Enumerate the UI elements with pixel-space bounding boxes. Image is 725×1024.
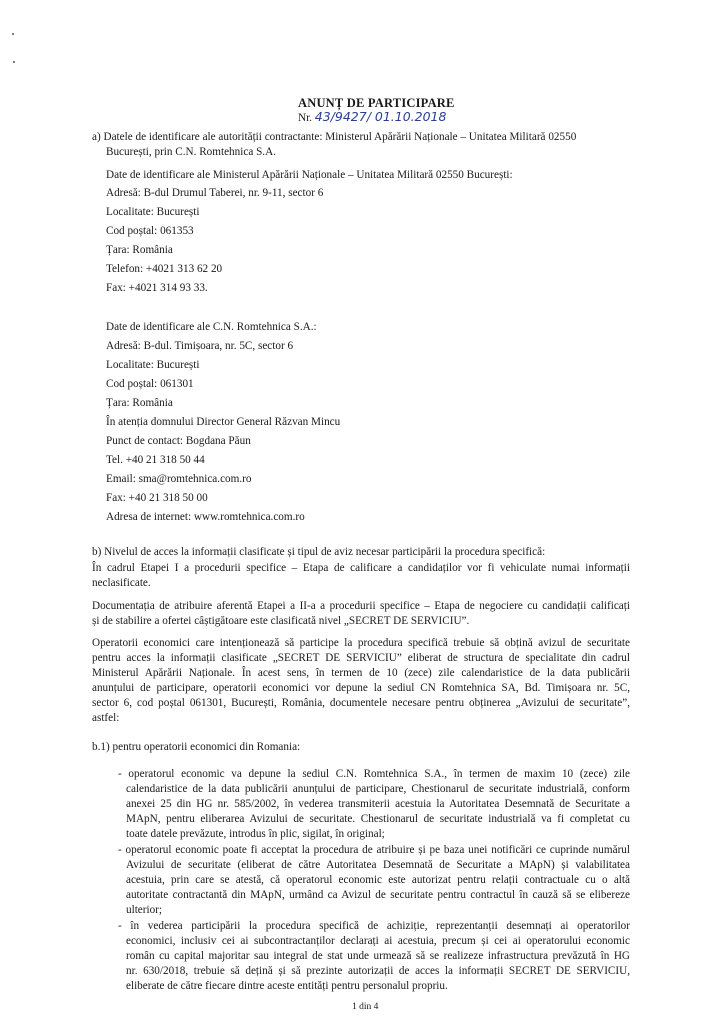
- section-b-p1-line: neclasificate.: [92, 577, 151, 589]
- romtehnica-address: Adresă: B-dul. Timișoara, nr. 5C, sector 6: [106, 340, 294, 352]
- mapn-country: Țara: România: [106, 244, 173, 256]
- section-a-line: a) Datele de identificare ale autorității contractante: Ministerul Apărării Naționale – Unitatea Militară 02550: [92, 131, 577, 143]
- mapn-address: Adresă: B-dul Drumul Taberei, nr. 9-11, sector 6: [106, 187, 324, 199]
- section-b-p3-line: astfel:: [92, 712, 120, 724]
- section-b-p2-line: Documentația de atribuire aferentă Etapei a II-a a procedurii specifice – Etapa de negociere cu candidații calificați: [92, 600, 630, 612]
- section-b-p3-line: Ministerul Apărării Naționale. În acest sens, în termen de 10 (zece) zile calendaristice de la data publicării: [92, 667, 630, 679]
- section-b-p3-line: pentru acces la informații clasificate „SECRET DE SERVICIU” eliberat de structura de specialitate din cadrul: [92, 652, 630, 664]
- romtehnica-contact: Punct de contact: Bogdana Păun: [106, 435, 251, 447]
- mapn-locality: Localitate: București: [106, 206, 200, 218]
- bullet-3-line: eliberate de către fiecare dintre aceste entități pentru personalul propriu.: [126, 980, 448, 992]
- section-b-p3-line: anunțului de participare, operatorii economici vor depune la sediul CN Romtehnica SA, Bd. Timișoara nr. 5C,: [92, 682, 630, 694]
- bullet-1-line: calendaristice de la data publicării anunțului de participare, Chestionarul de securitate industrială, conform: [126, 783, 630, 795]
- registration-number: [298, 110, 446, 125]
- bullet-1-line: - operatorul economic va depune la sediul C.N. Romtehnica S.A., în termen de maxim 10 (zece) zile: [118, 768, 630, 780]
- bullet-1-line: toate datele prevăzute, introdus în plic, sigilat, în original;: [126, 828, 385, 840]
- romtehnica-fax: Fax: +40 21 318 50 00: [106, 492, 208, 504]
- mapn-heading: Date de identificare ale Ministerul Apărării Naționale – Unitatea Militară 02550 București:: [106, 169, 513, 181]
- scan-mark: [12, 33, 14, 35]
- romtehnica-postal-code: Cod poștal: 061301: [106, 378, 194, 390]
- bullet-3-line: - în vederea participării la procedura specifică de achiziție, reprezentanții desemnați ai operatorilor: [118, 920, 630, 932]
- document-title: ANUNȚ DE PARTICIPARE: [298, 96, 455, 110]
- section-b1-heading: b.1) pentru operatorii economici din Romania:: [92, 741, 301, 753]
- romtehnica-locality: Localitate: București: [106, 359, 200, 371]
- registration-prefix: Nr.: [298, 112, 312, 124]
- romtehnica-heading: Date de identificare ale C.N. Romtehnica S.A.:: [106, 321, 317, 333]
- bullet-1-line: anexei 25 din HG nr. 585/2002, în vederea transmiterii acestuia la Autoritatea Desemnată de Securitate a: [126, 798, 630, 810]
- mapn-postal-code: Cod poștal: 061353: [106, 225, 194, 237]
- bullet-2-line: autoritate contractantă din MApN, urmând ca Avizul de securitate pentru contractul în cauză să se elibereze: [126, 889, 630, 901]
- page-number: 1 din 4: [352, 1002, 379, 1012]
- section-b-p1-line: În cadrul Etapei I a procedurii specifice – Etapa de calificare a candidaților vor fi vehiculate numai informații: [92, 562, 630, 574]
- romtehnica-phone: Tel. +40 21 318 50 44: [106, 454, 205, 466]
- bullet-3-line: economici, inclusiv cei ai subcontractanților declarați ai acestuia, precum și cei ai operatorului economic: [126, 935, 630, 947]
- handwritten-registration-number: 43/9427/ 01.10.2018: [314, 109, 447, 124]
- bullet-2-line: ulterior;: [126, 904, 163, 916]
- romtehnica-country: Țara: România: [106, 397, 173, 409]
- bullet-3-line: român cu capital majoritar sau integral de stat unde urmează să se realizeze infrastructura prevăzută în HG: [126, 950, 630, 962]
- section-b-heading: b) Nivelul de acces la informații clasificate și tipul de aviz necesar participării la procedura specifică:: [92, 546, 546, 558]
- section-b-p3-line: Operatorii economici care intenționează să participe la procedura specifică trebuie să obțină avizul de securitate: [92, 637, 630, 649]
- mapn-fax: Fax: +4021 314 93 33.: [106, 282, 208, 294]
- section-a-line: București, prin C.N. Romtehnica S.A.: [106, 146, 276, 158]
- bullet-2-line: - operatorul economic poate fi acceptat la procedura de atribuire și pe baza unei notificări ce cuprinde numărul: [118, 844, 630, 856]
- section-b-p2-line: și de stabilire a ofertei câștigătoare este clasificată nivel „SECRET DE SERVICIU”.: [92, 615, 470, 627]
- romtehnica-attention: În atenția domnului Director General Răzvan Mincu: [106, 416, 341, 428]
- mapn-phone: Telefon: +4021 313 62 20: [106, 263, 223, 275]
- bullet-1-line: MApN, pentru eliberarea Avizului de securitate. Chestionarul de securitate industrială va fi completat cu: [126, 813, 630, 825]
- section-b-p3-line: sector 6, cod poștal 061301, București, România, documentele necesare pentru obținerea „Avizului de securitate”,: [92, 697, 630, 709]
- romtehnica-website: Adresa de internet: www.romtehnica.com.ro: [106, 511, 305, 523]
- scan-mark: [13, 61, 15, 63]
- bullet-2-line: Avizului de securitate (eliberat de către Autoritatea Desemnată de Securitate a MApN) și valabilitatea: [126, 859, 630, 871]
- bullet-3-line: nr. 630/2018, trebuie să dețină și să prezinte autorizații de acces la informații SECRET DE SERVICIU,: [126, 965, 630, 977]
- romtehnica-email: Email: sma@romtehnica.com.ro: [106, 473, 252, 485]
- bullet-2-line: acestuia, prin care se atestă, că operatorul economic este autorizat pentru relații contractuale cu o altă: [126, 874, 630, 886]
